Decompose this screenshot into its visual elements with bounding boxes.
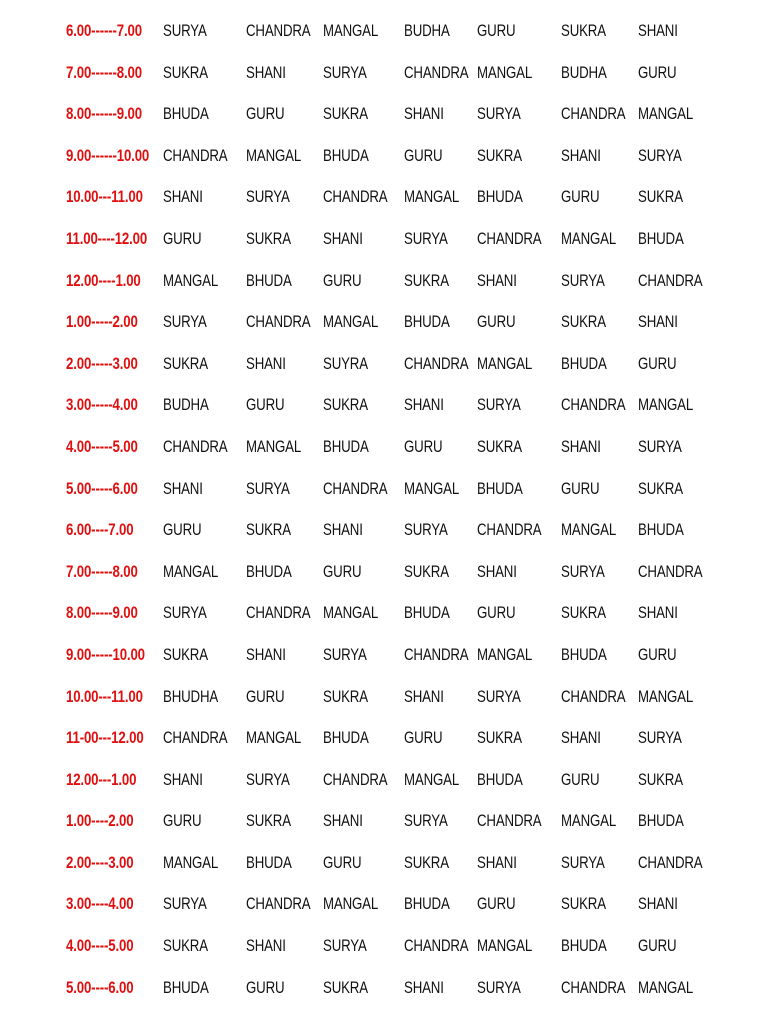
table-row bbox=[0, 137, 768, 179]
planet-cell: SUKRA bbox=[638, 187, 683, 207]
planet-cell: CHANDRA bbox=[638, 270, 703, 290]
planet-cell: GURU bbox=[477, 603, 516, 623]
table-row bbox=[0, 553, 768, 595]
planet-cell: GURU bbox=[638, 353, 677, 373]
planet-cell: SHANI bbox=[246, 644, 286, 664]
planet-cell: BHUDA bbox=[477, 187, 523, 207]
planet-cell: MANGAL bbox=[163, 270, 219, 290]
planet-cell: SHANI bbox=[246, 353, 286, 373]
planet-cell: SUKRA bbox=[246, 811, 291, 831]
table-row bbox=[0, 678, 768, 720]
planet-cell: BUDHA bbox=[404, 21, 450, 40]
planet-cell: SURYA bbox=[163, 312, 207, 332]
planet-cell: SUKRA bbox=[638, 478, 683, 498]
planet-cell: CHANDRA bbox=[404, 644, 469, 664]
planet-cell: MANGAL bbox=[561, 228, 617, 248]
planet-cell: MANGAL bbox=[638, 686, 694, 706]
planet-cell: GURU bbox=[638, 936, 677, 956]
time-slot-label: 6.00------7.00 bbox=[66, 21, 142, 40]
time-slot-label: 8.00-----9.00 bbox=[66, 603, 138, 623]
planet-cell: MANGAL bbox=[246, 728, 302, 748]
planet-cell: BHUDA bbox=[561, 644, 607, 664]
planet-cell: MANGAL bbox=[246, 145, 302, 165]
time-slot-label: 2.00-----3.00 bbox=[66, 353, 138, 373]
table-row bbox=[0, 470, 768, 512]
planet-cell: CHANDRA bbox=[323, 478, 388, 498]
planet-cell: BHUDA bbox=[638, 811, 684, 831]
planet-cell: BHUDA bbox=[163, 104, 209, 124]
planet-cell: MANGAL bbox=[163, 852, 219, 872]
planet-cell: CHANDRA bbox=[561, 395, 626, 415]
planet-cell: GURU bbox=[561, 187, 600, 207]
planet-cell: MANGAL bbox=[477, 62, 533, 82]
table-row bbox=[0, 428, 768, 470]
planet-cell: SURYA bbox=[246, 478, 290, 498]
planet-cell: CHANDRA bbox=[163, 145, 228, 165]
planet-cell: CHANDRA bbox=[638, 561, 703, 581]
planet-cell: SUKRA bbox=[163, 936, 208, 956]
planet-cell: BHUDA bbox=[477, 478, 523, 498]
time-slot-label: 7.00-----8.00 bbox=[66, 561, 138, 581]
planet-cell: GURU bbox=[163, 520, 202, 540]
time-slot-label: 9.00-----10.00 bbox=[66, 644, 145, 664]
planet-cell: SURYA bbox=[404, 520, 448, 540]
planet-cell: SURYA bbox=[404, 811, 448, 831]
planet-cell: SUKRA bbox=[323, 395, 368, 415]
table-row bbox=[0, 178, 768, 220]
planet-cell: SHANI bbox=[323, 228, 363, 248]
planet-cell: CHANDRA bbox=[246, 603, 311, 623]
planet-cell: SURYA bbox=[163, 894, 207, 914]
planet-cell: SHANI bbox=[638, 21, 678, 40]
planet-cell: GURU bbox=[561, 478, 600, 498]
planet-cell: CHANDRA bbox=[246, 894, 311, 914]
time-slot-label: 2.00----3.00 bbox=[66, 852, 134, 872]
time-slot-label: 10.00---11.00 bbox=[66, 187, 143, 207]
planet-cell: BHUDA bbox=[561, 353, 607, 373]
planet-cell: GURU bbox=[561, 769, 600, 789]
planet-cell: GURU bbox=[638, 62, 677, 82]
time-slot-label: 7.00------8.00 bbox=[66, 62, 142, 82]
planet-cell: SHANI bbox=[163, 769, 203, 789]
planet-cell: MANGAL bbox=[638, 395, 694, 415]
planet-cell: SHANI bbox=[561, 145, 601, 165]
table-row bbox=[0, 54, 768, 96]
table-row bbox=[0, 594, 768, 636]
planet-cell: MANGAL bbox=[404, 187, 460, 207]
planet-cell: GURU bbox=[323, 561, 362, 581]
planet-cell: GURU bbox=[404, 145, 443, 165]
planet-cell: SUKRA bbox=[323, 686, 368, 706]
planet-cell: SUKRA bbox=[246, 228, 291, 248]
planet-cell: BHUDA bbox=[404, 603, 450, 623]
planet-cell: SUKRA bbox=[163, 644, 208, 664]
planet-cell: MANGAL bbox=[246, 436, 302, 456]
planet-cell: SHANI bbox=[323, 520, 363, 540]
table-row bbox=[0, 761, 768, 803]
planet-cell: CHANDRA bbox=[323, 187, 388, 207]
planet-cell: BHUDA bbox=[163, 977, 209, 997]
planet-cell: SURYA bbox=[323, 936, 367, 956]
planet-cell: SHANI bbox=[323, 811, 363, 831]
planet-cell: SURYA bbox=[163, 21, 207, 40]
planet-cell: CHANDRA bbox=[561, 977, 626, 997]
planet-cell: CHANDRA bbox=[246, 21, 311, 40]
planet-cell: BUDHA bbox=[163, 395, 209, 415]
time-slot-label: 4.00-----5.00 bbox=[66, 436, 138, 456]
table-row bbox=[0, 345, 768, 387]
time-slot-label: 11-00---12.00 bbox=[66, 728, 144, 748]
planet-cell: SHANI bbox=[477, 561, 517, 581]
planet-cell: SHANI bbox=[638, 312, 678, 332]
time-slot-label: 12.00----1.00 bbox=[66, 270, 141, 290]
time-slot-label: 1.00----2.00 bbox=[66, 811, 134, 831]
planet-cell: CHANDRA bbox=[163, 728, 228, 748]
table-row bbox=[0, 844, 768, 886]
planet-cell: SHANI bbox=[404, 395, 444, 415]
planet-cell: CHANDRA bbox=[404, 936, 469, 956]
planet-cell: BHUDA bbox=[404, 312, 450, 332]
planet-cell: CHANDRA bbox=[477, 520, 542, 540]
planet-cell: CHANDRA bbox=[561, 686, 626, 706]
time-slot-label: 5.00-----6.00 bbox=[66, 478, 138, 498]
planet-cell: CHANDRA bbox=[404, 62, 469, 82]
planet-cell: SURYA bbox=[246, 187, 290, 207]
table-row bbox=[0, 511, 768, 553]
planet-cell: MANGAL bbox=[561, 520, 617, 540]
planet-cell: CHANDRA bbox=[477, 228, 542, 248]
planet-cell: SUKRA bbox=[404, 852, 449, 872]
planet-cell: SURYA bbox=[638, 436, 682, 456]
planet-cell: GURU bbox=[404, 728, 443, 748]
table-row bbox=[0, 719, 768, 761]
time-slot-label: 4.00----5.00 bbox=[66, 936, 134, 956]
table-row bbox=[0, 927, 768, 969]
planet-cell: SHANI bbox=[163, 478, 203, 498]
planet-cell: MANGAL bbox=[477, 936, 533, 956]
time-slot-label: 3.00----4.00 bbox=[66, 894, 134, 914]
planet-cell: MANGAL bbox=[163, 561, 219, 581]
hora-table bbox=[0, 12, 768, 1010]
planet-cell: GURU bbox=[477, 894, 516, 914]
planet-cell: SUKRA bbox=[323, 104, 368, 124]
planet-cell: CHANDRA bbox=[638, 852, 703, 872]
planet-cell: SUKRA bbox=[561, 21, 606, 40]
planet-cell: MANGAL bbox=[323, 21, 379, 40]
planet-cell: SURYA bbox=[163, 603, 207, 623]
planet-cell: SUKRA bbox=[561, 894, 606, 914]
planet-cell: SUKRA bbox=[638, 769, 683, 789]
planet-cell: SURYA bbox=[477, 104, 521, 124]
planet-cell: GURU bbox=[246, 104, 285, 124]
time-slot-label: 10.00---11.00 bbox=[66, 686, 143, 706]
planet-cell: SHANI bbox=[477, 270, 517, 290]
planet-cell: GURU bbox=[477, 312, 516, 332]
planet-cell: SURYA bbox=[477, 686, 521, 706]
planet-cell: SURYA bbox=[477, 395, 521, 415]
time-slot-label: 9.00------10.00 bbox=[66, 145, 150, 165]
planet-cell: CHANDRA bbox=[561, 104, 626, 124]
planet-cell: BHUDA bbox=[561, 936, 607, 956]
planet-cell: SURYA bbox=[561, 270, 605, 290]
planet-cell: BHUDA bbox=[323, 145, 369, 165]
planet-cell: MANGAL bbox=[323, 312, 379, 332]
planet-cell: SURYA bbox=[323, 644, 367, 664]
planet-cell: MANGAL bbox=[561, 811, 617, 831]
planet-cell: BHUDA bbox=[323, 728, 369, 748]
planet-cell: GURU bbox=[638, 644, 677, 664]
planet-cell: BUDHA bbox=[561, 62, 607, 82]
planet-cell: SURYA bbox=[323, 62, 367, 82]
planet-cell: BHUDA bbox=[404, 894, 450, 914]
table-row bbox=[0, 95, 768, 137]
planet-cell: SURYA bbox=[404, 228, 448, 248]
time-slot-label: 3.00-----4.00 bbox=[66, 395, 138, 415]
planet-cell: MANGAL bbox=[477, 644, 533, 664]
planet-cell: SHANI bbox=[404, 104, 444, 124]
planet-cell: SURYA bbox=[477, 977, 521, 997]
planet-cell: GURU bbox=[323, 270, 362, 290]
planet-cell: CHANDRA bbox=[246, 312, 311, 332]
planet-cell: SHANI bbox=[404, 686, 444, 706]
planet-cell: GURU bbox=[246, 686, 285, 706]
planet-cell: BHUDA bbox=[638, 520, 684, 540]
table-row bbox=[0, 262, 768, 304]
planet-cell: SUYRA bbox=[323, 353, 368, 373]
time-slot-label: 6.00----7.00 bbox=[66, 520, 134, 540]
planet-cell: SURYA bbox=[561, 852, 605, 872]
table-row bbox=[0, 12, 768, 54]
table-row bbox=[0, 386, 768, 428]
planet-cell: SUKRA bbox=[561, 603, 606, 623]
planet-cell: SHANI bbox=[404, 977, 444, 997]
planet-cell: BHUDA bbox=[246, 852, 292, 872]
planet-cell: SUKRA bbox=[477, 436, 522, 456]
planet-cell: SHANI bbox=[246, 62, 286, 82]
planet-cell: GURU bbox=[404, 436, 443, 456]
planet-cell: BHUDHA bbox=[163, 686, 219, 706]
planet-cell: SHANI bbox=[477, 852, 517, 872]
planet-cell: SUKRA bbox=[477, 728, 522, 748]
planet-cell: MANGAL bbox=[638, 104, 694, 124]
planet-cell: SUKRA bbox=[163, 353, 208, 373]
time-slot-label: 12.00---1.00 bbox=[66, 769, 137, 789]
table-row bbox=[0, 885, 768, 927]
planet-cell: SHANI bbox=[561, 436, 601, 456]
time-slot-label: 11.00----12.00 bbox=[66, 228, 148, 248]
table-row bbox=[0, 802, 768, 844]
planet-cell: CHANDRA bbox=[404, 353, 469, 373]
time-slot-label: 1.00-----2.00 bbox=[66, 312, 138, 332]
planet-cell: SUKRA bbox=[404, 270, 449, 290]
planet-cell: GURU bbox=[163, 811, 202, 831]
planet-cell: SUKRA bbox=[163, 62, 208, 82]
planet-cell: GURU bbox=[163, 228, 202, 248]
planet-cell: CHANDRA bbox=[163, 436, 228, 456]
planet-cell: SURYA bbox=[561, 561, 605, 581]
table-row bbox=[0, 969, 768, 1011]
planet-cell: GURU bbox=[477, 21, 516, 40]
planet-cell: BHUDA bbox=[246, 561, 292, 581]
planet-cell: SHANI bbox=[638, 894, 678, 914]
planet-cell: MANGAL bbox=[323, 603, 379, 623]
table-row bbox=[0, 303, 768, 345]
planet-cell: SURYA bbox=[638, 728, 682, 748]
planet-cell: BHUDA bbox=[638, 228, 684, 248]
planet-cell: GURU bbox=[246, 977, 285, 997]
planet-cell: MANGAL bbox=[404, 769, 460, 789]
table-row bbox=[0, 636, 768, 678]
planet-cell: SUKRA bbox=[246, 520, 291, 540]
planet-cell: SUKRA bbox=[323, 977, 368, 997]
planet-cell: SUKRA bbox=[561, 312, 606, 332]
planet-cell: BHUDA bbox=[323, 436, 369, 456]
planet-cell: GURU bbox=[323, 852, 362, 872]
planet-cell: BHUDA bbox=[246, 270, 292, 290]
planet-cell: SURYA bbox=[246, 769, 290, 789]
planet-cell: BHUDA bbox=[477, 769, 523, 789]
planet-cell: SHANI bbox=[638, 603, 678, 623]
planet-cell: MANGAL bbox=[323, 894, 379, 914]
planet-cell: SHANI bbox=[561, 728, 601, 748]
planet-cell: SUKRA bbox=[477, 145, 522, 165]
planet-cell: MANGAL bbox=[404, 478, 460, 498]
planet-cell: MANGAL bbox=[477, 353, 533, 373]
planet-cell: CHANDRA bbox=[323, 769, 388, 789]
planet-cell: SURYA bbox=[638, 145, 682, 165]
planet-cell: GURU bbox=[246, 395, 285, 415]
planet-cell: SHANI bbox=[246, 936, 286, 956]
planet-cell: SHANI bbox=[163, 187, 203, 207]
time-slot-label: 8.00------9.00 bbox=[66, 104, 142, 124]
time-slot-label: 5.00----6.00 bbox=[66, 977, 134, 997]
planet-cell: SUKRA bbox=[404, 561, 449, 581]
planet-cell: CHANDRA bbox=[477, 811, 542, 831]
planet-cell: MANGAL bbox=[638, 977, 694, 997]
table-row bbox=[0, 220, 768, 262]
